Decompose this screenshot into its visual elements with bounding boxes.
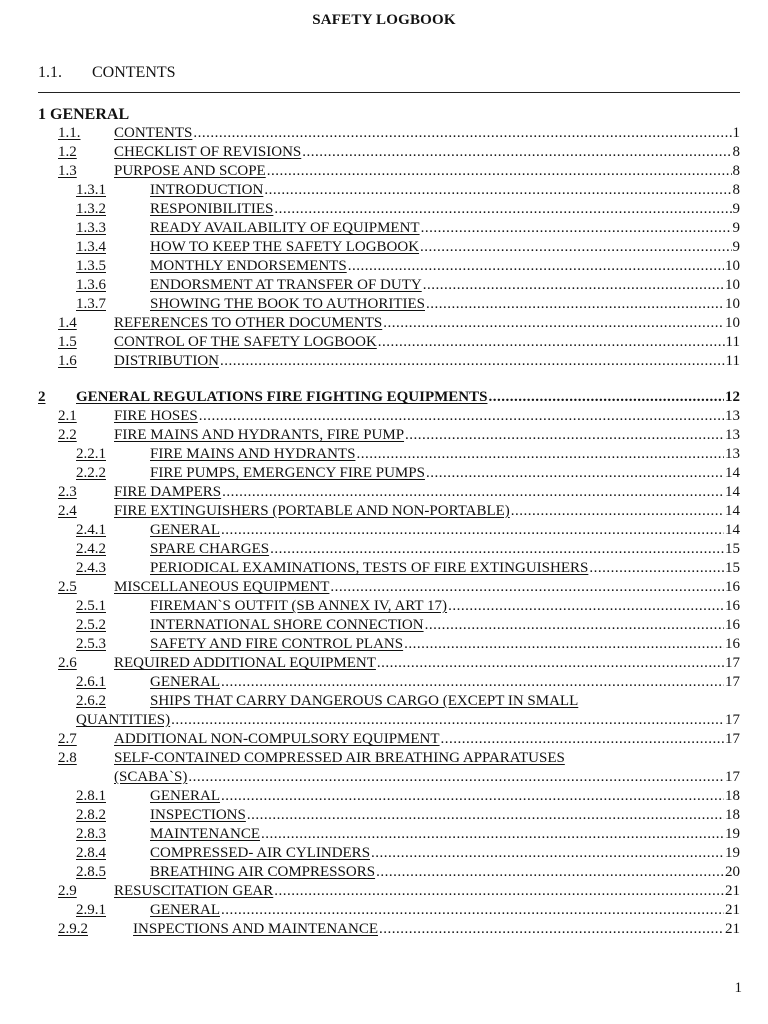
toc-leader-dots bbox=[378, 333, 725, 351]
toc-entry bbox=[76, 464, 740, 482]
toc-entry bbox=[76, 692, 740, 710]
toc-entry-title: GENERAL bbox=[150, 788, 220, 804]
toc-entry-title: SHIPS THAT CARRY DANGEROUS CARGO (EXCEPT IN SMALL bbox=[150, 693, 579, 709]
toc-leader-dots bbox=[264, 181, 731, 199]
toc-leader-dots bbox=[171, 711, 724, 729]
toc-leader-dots bbox=[421, 219, 732, 237]
toc-entry-title: PERIODICAL EXAMINATIONS, TESTS OF FIRE EXTINGUISHERS bbox=[150, 560, 589, 576]
toc-leader-dots bbox=[221, 673, 724, 691]
toc-leader-dots bbox=[193, 124, 731, 142]
toc-entry-number: 2.6.2 bbox=[76, 693, 106, 709]
toc-entry-title: GENERAL REGULATIONS FIRE FIGHTING EQUIPMENTS bbox=[76, 389, 488, 405]
toc-entry-number: 2.4.1 bbox=[76, 522, 106, 538]
toc-entry bbox=[76, 806, 740, 824]
page-number: 1 bbox=[734, 980, 742, 996]
toc-entry-page: 19 bbox=[725, 845, 740, 861]
toc-entry bbox=[58, 333, 740, 351]
toc-entry-page: 13 bbox=[725, 408, 740, 424]
toc-entry-title: READY AVAILABILITY OF EQUIPMENT bbox=[150, 220, 420, 236]
toc-entry-page: 16 bbox=[725, 579, 740, 595]
toc-entry-title: FIRE EXTINGUISHERS (PORTABLE AND NON-PORTABLE) bbox=[114, 503, 510, 519]
toc-entry-continuation bbox=[76, 711, 740, 729]
toc-entry-page: 21 bbox=[725, 902, 740, 918]
toc-entry-number: 1.3.2 bbox=[76, 201, 106, 217]
toc-entry-title: FIREMAN`S OUTFIT (SB ANNEX IV, ART 17) bbox=[150, 598, 448, 614]
toc-entry bbox=[76, 559, 740, 577]
toc-entry bbox=[58, 143, 740, 161]
toc-entry-number: 2.8.3 bbox=[76, 826, 106, 842]
toc-entry-page: 12 bbox=[725, 389, 740, 405]
toc-entry-page: 11 bbox=[725, 334, 740, 350]
contents-heading-label: CONTENTS bbox=[92, 64, 176, 81]
toc-entry-title: INSPECTIONS AND MAINTENANCE bbox=[133, 921, 379, 937]
toc-entry bbox=[76, 597, 740, 615]
toc-entry bbox=[58, 730, 740, 748]
toc-leader-dots bbox=[420, 238, 731, 256]
toc-leader-dots bbox=[348, 257, 724, 275]
toc-leader-dots bbox=[247, 806, 724, 824]
toc-entry-page: 17 bbox=[725, 712, 740, 728]
toc-entry bbox=[76, 238, 740, 256]
toc-leader-dots bbox=[261, 825, 724, 843]
toc-entry-page: 14 bbox=[725, 484, 740, 500]
toc-entry-page: 17 bbox=[725, 655, 740, 671]
toc-entry-number: 2.8 bbox=[58, 750, 77, 766]
toc-entry-page: 10 bbox=[725, 296, 740, 312]
section-heading-general: 1 GENERAL bbox=[38, 106, 130, 123]
toc-entry-title: SAFETY AND FIRE CONTROL PLANS bbox=[150, 636, 404, 652]
toc-leader-dots bbox=[383, 314, 724, 332]
toc-entry-title: RESUSCITATION GEAR bbox=[114, 883, 274, 899]
toc-entry-number: 2.5.2 bbox=[76, 617, 106, 633]
toc-entry-number: 2.1 bbox=[58, 408, 77, 424]
toc-leader-dots bbox=[441, 730, 724, 748]
toc-entry-page: 15 bbox=[725, 560, 740, 576]
toc-entry bbox=[58, 749, 740, 767]
toc-entry-page: 17 bbox=[725, 674, 740, 690]
toc-entry-page: 17 bbox=[725, 731, 740, 747]
toc-leader-dots bbox=[302, 143, 731, 161]
toc-entry bbox=[76, 295, 740, 313]
toc-entry-title: GENERAL bbox=[150, 674, 220, 690]
toc-entry bbox=[58, 578, 740, 596]
toc-entry bbox=[58, 162, 740, 180]
toc-entry-page: 14 bbox=[725, 522, 740, 538]
toc-entry-title: HOW TO KEEP THE SAFETY LOGBOOK bbox=[150, 239, 420, 255]
toc-entry bbox=[76, 181, 740, 199]
toc-entry bbox=[58, 426, 740, 444]
toc-entry-title: INTRODUCTION bbox=[150, 182, 264, 198]
toc-entry-number: 1.3.7 bbox=[76, 296, 106, 312]
toc-leader-dots bbox=[221, 901, 724, 919]
toc-entry-title: MONTHLY ENDORSEMENTS bbox=[150, 258, 347, 274]
toc-leader-dots bbox=[221, 521, 724, 539]
toc-entry bbox=[58, 352, 740, 370]
toc-entry-title: CONTROL OF THE SAFETY LOGBOOK bbox=[114, 334, 377, 350]
toc-entry-number: 2.9.2 bbox=[58, 921, 88, 937]
toc-entry-number: 2.7 bbox=[58, 731, 77, 747]
toc-leader-dots bbox=[330, 578, 724, 596]
toc-entry-page: 13 bbox=[725, 427, 740, 443]
toc-entry-number: 2.4 bbox=[58, 503, 77, 519]
toc-entry-title: INSPECTIONS bbox=[150, 807, 246, 823]
toc-entry-number: 2.2.2 bbox=[76, 465, 106, 481]
toc-leader-dots bbox=[589, 559, 724, 577]
toc-leader-dots bbox=[376, 863, 724, 881]
toc-entry-title: ADDITIONAL NON-COMPULSORY EQUIPMENT bbox=[114, 731, 440, 747]
toc-entry-page: 8 bbox=[732, 182, 740, 198]
toc-entry-title: FIRE HOSES bbox=[114, 408, 198, 424]
toc-leader-dots bbox=[267, 162, 732, 180]
toc-entry-page: 9 bbox=[732, 239, 740, 255]
toc-entry-page: 9 bbox=[732, 220, 740, 236]
toc-entry-page: 16 bbox=[725, 617, 740, 633]
toc-entry-title: FIRE DAMPERS bbox=[114, 484, 222, 500]
toc-entry-number: 2.2 bbox=[58, 427, 77, 443]
toc-entry-page: 9 bbox=[732, 201, 740, 217]
toc-entry-title-continued: QUANTITIES) bbox=[76, 712, 171, 728]
toc-leader-dots bbox=[377, 654, 724, 672]
toc-entry bbox=[76, 863, 740, 881]
toc-leader-dots bbox=[199, 407, 724, 425]
toc-entry bbox=[76, 276, 740, 294]
toc-entry-page: 8 bbox=[732, 163, 740, 179]
toc-entry bbox=[76, 825, 740, 843]
toc-entry-page: 14 bbox=[725, 503, 740, 519]
toc-entry bbox=[76, 219, 740, 237]
toc-entry bbox=[58, 882, 740, 900]
toc-leader-dots bbox=[488, 388, 724, 406]
toc-entry-title: BREATHING AIR COMPRESSORS bbox=[150, 864, 376, 880]
toc-entry-title: CHECKLIST OF REVISIONS bbox=[114, 144, 302, 160]
toc-leader-dots bbox=[405, 426, 724, 444]
toc-entry-page: 1 bbox=[732, 125, 740, 141]
toc-entry-number: 1.3.1 bbox=[76, 182, 106, 198]
toc-entry-page: 21 bbox=[725, 921, 740, 937]
toc-entry-page: 20 bbox=[725, 864, 740, 880]
toc-leader-dots bbox=[371, 844, 724, 862]
toc-entry-number: 1.3.4 bbox=[76, 239, 106, 255]
toc-entry-number: 2 bbox=[38, 389, 46, 405]
toc-leader-dots bbox=[188, 768, 724, 786]
toc-entry-title: CONTENTS bbox=[114, 125, 193, 141]
toc-leader-dots bbox=[221, 787, 724, 805]
toc-entry-page: 14 bbox=[725, 465, 740, 481]
toc-entry-number: 2.6.1 bbox=[76, 674, 106, 690]
toc-entry-number: 1.4 bbox=[58, 315, 77, 331]
toc-entry-page: 16 bbox=[725, 636, 740, 652]
toc-entry-title: COMPRESSED- AIR CYLINDERS bbox=[150, 845, 371, 861]
toc-entry-page: 17 bbox=[725, 769, 740, 785]
toc-entry-title: ENDORSMENT AT TRANSFER OF DUTY bbox=[150, 277, 422, 293]
toc-leader-dots bbox=[423, 276, 724, 294]
toc-entry-number: 1.3 bbox=[58, 163, 77, 179]
toc-entry-title: GENERAL bbox=[150, 902, 220, 918]
toc-entry-page: 10 bbox=[725, 258, 740, 274]
toc-entry-number: 1.3.5 bbox=[76, 258, 106, 274]
toc-entry-number: 2.9.1 bbox=[76, 902, 106, 918]
toc-entry bbox=[58, 314, 740, 332]
toc-entry-title: REQUIRED ADDITIONAL EQUIPMENT bbox=[114, 655, 376, 671]
toc-entry-title: REFERENCES TO OTHER DOCUMENTS bbox=[114, 315, 383, 331]
toc-leader-dots bbox=[274, 200, 731, 218]
toc-entry bbox=[76, 616, 740, 634]
toc-entry-number: 2.4.2 bbox=[76, 541, 106, 557]
toc-entry bbox=[76, 200, 740, 218]
toc-entry-page: 10 bbox=[725, 315, 740, 331]
toc-leader-dots bbox=[426, 464, 724, 482]
toc-entry bbox=[58, 407, 740, 425]
toc-entry-title: INTERNATIONAL SHORE CONNECTION bbox=[150, 617, 424, 633]
toc-entry-page: 11 bbox=[725, 353, 740, 369]
toc-entry bbox=[76, 257, 740, 275]
toc-entry-title: SELF-CONTAINED COMPRESSED AIR BREATHING APPARATUSES bbox=[114, 750, 565, 766]
toc-entry-page: 18 bbox=[725, 807, 740, 823]
toc-entry bbox=[76, 521, 740, 539]
toc-entry-page: 8 bbox=[732, 144, 740, 160]
toc-entry bbox=[58, 654, 740, 672]
toc-entry-number: 2.8.5 bbox=[76, 864, 106, 880]
toc-leader-dots bbox=[222, 483, 724, 501]
toc-leader-dots bbox=[274, 882, 724, 900]
toc-entry-page: 10 bbox=[725, 277, 740, 293]
toc-entry bbox=[76, 844, 740, 862]
toc-entry-number: 1.2 bbox=[58, 144, 77, 160]
toc-leader-dots bbox=[511, 502, 724, 520]
toc-entry-page: 21 bbox=[725, 883, 740, 899]
contents-heading-number: 1.1. bbox=[38, 64, 62, 81]
toc-entry-title: FIRE PUMPS, EMERGENCY FIRE PUMPS bbox=[150, 465, 425, 481]
toc-entry-title-continued: (SCABA`S) bbox=[114, 769, 188, 785]
toc-entry-number: 1.3.3 bbox=[76, 220, 106, 236]
toc-entry-number: 2.6 bbox=[58, 655, 77, 671]
toc-entry-title: FIRE MAINS AND HYDRANTS, FIRE PUMP bbox=[114, 427, 405, 443]
toc-leader-dots bbox=[270, 540, 724, 558]
toc-leader-dots bbox=[379, 920, 724, 938]
toc-entry-title: DISTRIBUTION bbox=[114, 353, 219, 369]
toc-entry-title: MAINTENANCE bbox=[150, 826, 260, 842]
toc-entry-title: PURPOSE AND SCOPE bbox=[114, 163, 266, 179]
toc-entry-page: 13 bbox=[725, 446, 740, 462]
toc-leader-dots bbox=[448, 597, 724, 615]
toc-entry-number: 2.9 bbox=[58, 883, 77, 899]
toc-leader-dots bbox=[404, 635, 724, 653]
document-title: SAFETY LOGBOOK bbox=[312, 12, 456, 28]
toc-entry-page: 19 bbox=[725, 826, 740, 842]
toc-entry-number: 1.1. bbox=[58, 125, 81, 141]
toc-leader-dots bbox=[356, 445, 724, 463]
toc-entry-number: 2.8.4 bbox=[76, 845, 106, 861]
toc-entry-title: RESPONIBILITIES bbox=[150, 201, 274, 217]
toc-entry bbox=[76, 445, 740, 463]
toc-entry-title: FIRE MAINS AND HYDRANTS bbox=[150, 446, 356, 462]
toc-entry-number: 2.2.1 bbox=[76, 446, 106, 462]
toc-entry-page: 16 bbox=[725, 598, 740, 614]
toc-leader-dots bbox=[425, 616, 724, 634]
toc-entry-number: 2.3 bbox=[58, 484, 77, 500]
toc-entry-number: 2.4.3 bbox=[76, 560, 106, 576]
toc-entry-continuation bbox=[114, 768, 740, 786]
toc-entry-title: MISCELLANEOUS EQUIPMENT bbox=[114, 579, 330, 595]
toc-entry bbox=[38, 388, 740, 406]
toc-entry-title: GENERAL bbox=[150, 522, 220, 538]
toc-entry bbox=[58, 124, 740, 142]
toc-entry-number: 2.8.2 bbox=[76, 807, 106, 823]
toc-entry bbox=[76, 635, 740, 653]
toc-entry bbox=[76, 540, 740, 558]
toc-entry-number: 1.5 bbox=[58, 334, 77, 350]
toc-entry bbox=[76, 787, 740, 805]
toc-entry-page: 15 bbox=[725, 541, 740, 557]
toc-entry bbox=[58, 920, 740, 938]
toc-entry-number: 1.3.6 bbox=[76, 277, 106, 293]
toc-leader-dots bbox=[220, 352, 725, 370]
toc-entry-number: 2.5 bbox=[58, 579, 77, 595]
toc-entry bbox=[76, 901, 740, 919]
toc-entry-title: SHOWING THE BOOK TO AUTHORITIES bbox=[150, 296, 425, 312]
toc-entry-number: 1.6 bbox=[58, 353, 77, 369]
toc-entry-page: 18 bbox=[725, 788, 740, 804]
toc-entry bbox=[58, 483, 740, 501]
toc-leader-dots bbox=[426, 295, 724, 313]
toc-entry bbox=[76, 673, 740, 691]
toc-entry-number: 2.5.3 bbox=[76, 636, 106, 652]
toc-entry-number: 2.8.1 bbox=[76, 788, 106, 804]
toc-entry-title: SPARE CHARGES bbox=[150, 541, 270, 557]
toc-entry-number: 2.5.1 bbox=[76, 598, 106, 614]
toc-entry bbox=[58, 502, 740, 520]
